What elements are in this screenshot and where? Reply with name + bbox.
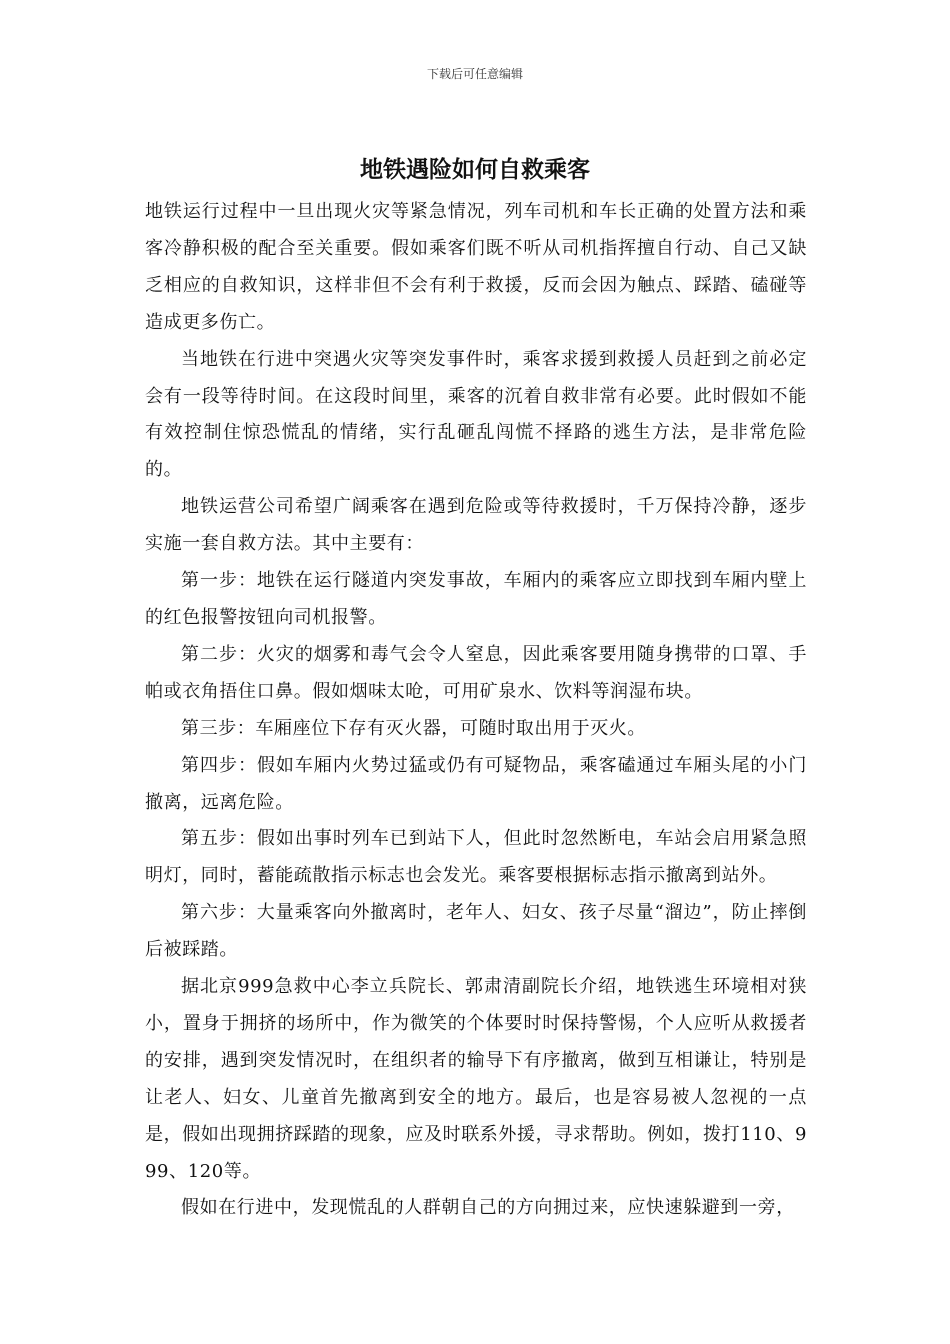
paragraph-step-3: 第三步：车厢座位下存有灭火器，可随时取出用于灭火。 xyxy=(181,717,646,739)
paragraph-expert-advice: 据北京999急救中心李立兵院长、郭肃清副院长介绍，地铁逃生环境相对狭小，置身于拥挤的场所中，作为微笑的个体要时时保持警惕，个人应听从救援者的安排，遇到突发情况时，在组织者的输导下有序撤离，做到互相谦让，特别是让老人、妇女、儿童首先撤离到安全的地方。最后，也是容易被人忽视的一点是，假如出现拥挤踩踏的现象，应及时联系外援，寻求帮助。例如，拨打110、999、120等。 xyxy=(145,976,808,1182)
paragraph-crowd-avoidance: 假如在行进中，发现慌乱的人群朝自己的方向拥过来，应快速躲避到一旁， xyxy=(181,1197,795,1219)
paragraph-step-4: 第四步：假如车厢内火势过猛或仍有可疑物品，乘客磕通过车厢头尾的小门撤离，远离危险。 xyxy=(145,754,807,813)
paragraph-intro: 地铁运行过程中一旦出现火灾等紧急情况，列车司机和车长正确的处置方法和乘客冷静积极的配合至关重要。假如乘客们既不听从司机指挥擅自行动、自己又缺乏相应的自救知识，这样非但不会有利于救援，反而会因为触点、踩踏、磕碰等造成更多伤亡。 xyxy=(145,201,807,333)
document-title: 地铁遇险如何自救乘客 xyxy=(360,157,590,183)
paragraph-step-1: 第一步：地铁在运行隧道内突发事故，车厢内的乘客应立即找到车厢内壁上的红色报警按钮向司机报警。 xyxy=(145,570,807,628)
paragraph-step-5: 第五步：假如出事时列车已到站下人，但此时忽然断电，车站会启用紧急照明灯，同时，蓄能疏散指示标志也会发光。乘客要根据标志指示撤离到站外。 xyxy=(145,828,807,887)
page-header: 下载后可任意编辑 xyxy=(426,67,523,81)
paragraph-waiting-time: 当地铁在行进中突遇火灾等突发事件时，乘客求援到救援人员赶到之前必定会有一段等待时间。在这段时间里，乘客的沉着自救非常有必要。此时假如不能有效控制住惊恐慌乱的情绪，实行乱砸乱闯慌不择路的逃生方法，是非常危险的。 xyxy=(145,348,807,481)
paragraph-step-6: 第六步：大量乘客向外撤离时，老年人、妇女、孩子尽量“溜边”，防止摔倒后被踩踏。 xyxy=(145,902,807,961)
paragraph-step-2: 第二步：火灾的烟雾和毒气会令人窒息，因此乘客要用随身携带的口罩、手帕或衣角捂住口鼻。假如烟味太呛，可用矿泉水、饮料等润湿布块。 xyxy=(145,643,807,702)
document-body xyxy=(145,194,807,1227)
paragraph-self-rescue-methods: 地铁运营公司希望广阔乘客在遇到危险或等待救援时，千万保持冷静，逐步实施一套自救方法。其中主要有： xyxy=(145,496,807,555)
